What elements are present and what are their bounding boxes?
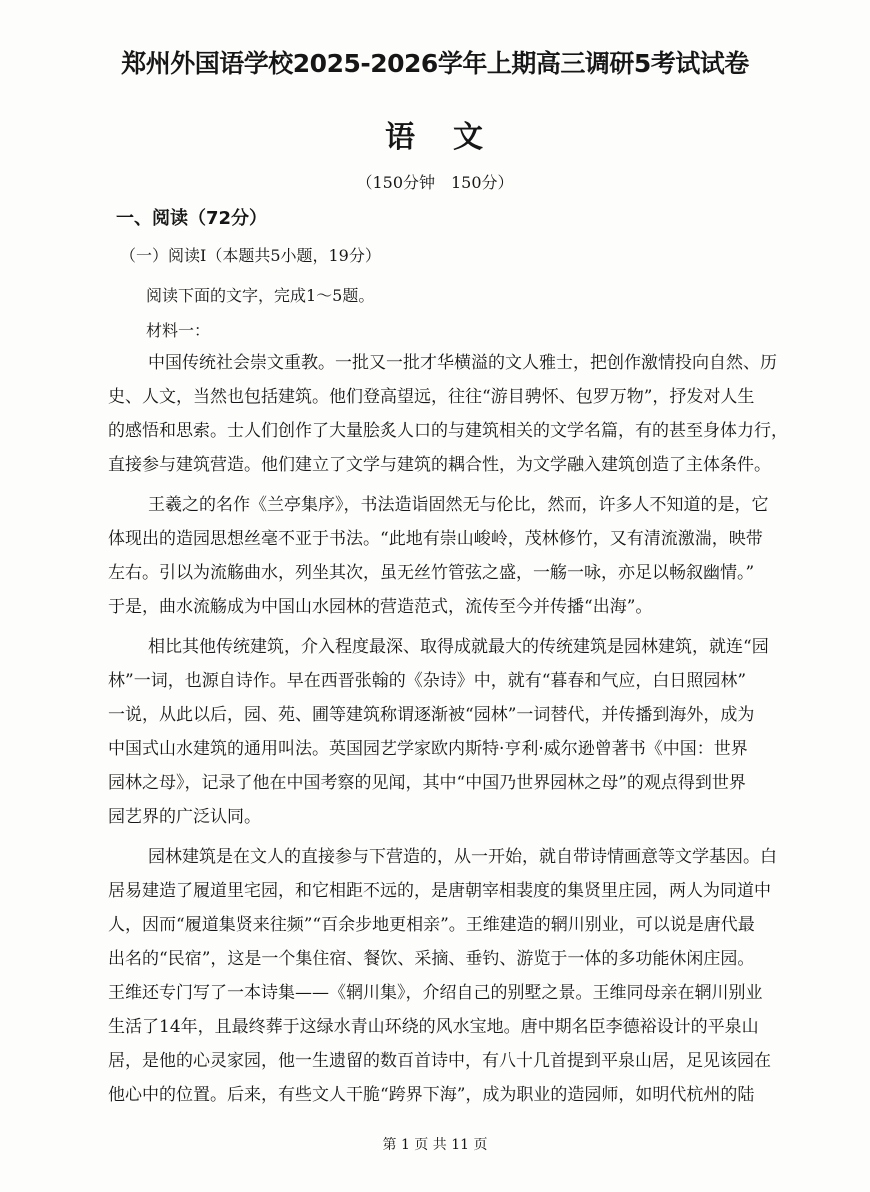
passage-line: 王羲之的名作《兰亭集序》，书法造诣固然无与伦比，然而，许多人不知道的是，它 [148,495,769,515]
passage-line: 园林建筑是在文人的直接参与下营造的，从一开始，就自带诗情画意等文学基因。白 [148,847,777,867]
passage-line: 他心中的位置。后来，有些文人干脆“跨界下海”，成为职业的造园师，如明代杭州的陆 [108,1085,755,1105]
exam-title: 郑州外国语学校2025-2026学年上期高三调研5考试试卷 [121,49,749,78]
passage-line: 生活了14年，且最终葬于这绿水青山环绕的风水宝地。唐中期名臣李德裕设计的平泉山 [108,1017,759,1037]
exam-time: （150分钟 [356,173,435,192]
passage-paragraph [108,488,808,624]
passage-line: 人，因而“履道集贤来往频”“百余步地更相亲”。王维建造的辋川别业，可以说是唐代最 [108,915,755,935]
passage-paragraph [108,630,808,834]
passage-paragraph [108,840,808,1112]
passage-line: 出名的“民宿”，这是一个集住宿、餐饮、采摘、垂钓、游览于一体的多功能休闲庄园。 [108,949,755,969]
passage-line: 中国传统社会崇文重教。一批又一批才华横溢的文人雅士，把创作激情投向自然、历 [148,353,777,373]
passage-line: 园艺界的广泛认同。 [108,807,261,827]
passage-paragraph [108,346,808,482]
reading-instruction: 阅读下面的文字，完成1～5题。 [146,286,375,305]
page-footer: 第 1 页 共 11 页 [382,1137,488,1153]
exam-score: 150分） [451,173,514,192]
passage-line: 一说，从此以后，园、苑、圃等建筑称谓逐渐被“园林”一词替代，并传播到海外，成为 [108,705,755,725]
passage-line: 史、人文，当然也包括建筑。他们登高望远，往往“游目骋怀、包罗万物”，抒发对人生 [108,387,755,407]
passage-line: 居，是他的心灵家园，他一生遗留的数百首诗中，有八十几首提到平泉山居，足见该园在 [108,1051,771,1071]
subject-char-1: 语 [385,120,417,155]
reading-passage [108,346,808,1118]
passage-line: 林”一词，也源自诗作。早在西晋张翰的《杂诗》中，就有“暮春和气应，白日照园林” [108,671,747,691]
subject-heading [0,112,870,156]
passage-line: 直接参与建筑营造。他们建立了文学与建筑的耦合性，为文学融入建筑创造了主体条件。 [108,455,771,475]
exam-meta [0,170,870,193]
passage-line: 相比其他传统建筑，介入程度最深、取得成就最大的传统建筑是园林建筑，就连“园 [148,637,769,657]
subject-char-2: 文 [453,120,485,155]
passage-line: 园林之母》，记录了他在中国考察的见闻，其中“中国乃世界园林之母”的观点得到世界 [108,773,746,793]
passage-line: 体现出的造园思想丝毫不亚于书法。“此地有崇山峻岭，茂林修竹，又有清流激湍，映带 [108,529,763,549]
section-heading: 一、阅读（72分） [116,208,268,229]
passage-line: 王维还专门写了一本诗集——《辋川集》，介绍自己的别墅之景。王维同母亲在辋川别业 [108,983,763,1003]
passage-line: 中国式山水建筑的通用叫法。英国园艺学家欧内斯特·亨利·威尔逊曾著书《中国：世界 [108,739,748,759]
passage-line: 左右。引以为流觞曲水，列坐其次，虽无丝竹管弦之盛，一觞一咏，亦足以畅叙幽情。” [108,563,755,583]
passage-line: 的感悟和思索。士人们创作了大量脍炙人口的与建筑相关的文学名篇，有的甚至身体力行， [108,421,788,441]
passage-line: 于是，曲水流觞成为中国山水园林的营造范式，流传至今并传播“出海”。 [108,597,653,617]
material-label: 材料一： [146,321,211,340]
passage-line: 居易建造了履道里宅园，和它相距不远的，是唐朝宰相裴度的集贤里庄园，两人为同道中 [108,881,771,901]
subsection-heading: （一）阅读Ⅰ（本题共5小题，19分） [120,246,381,265]
